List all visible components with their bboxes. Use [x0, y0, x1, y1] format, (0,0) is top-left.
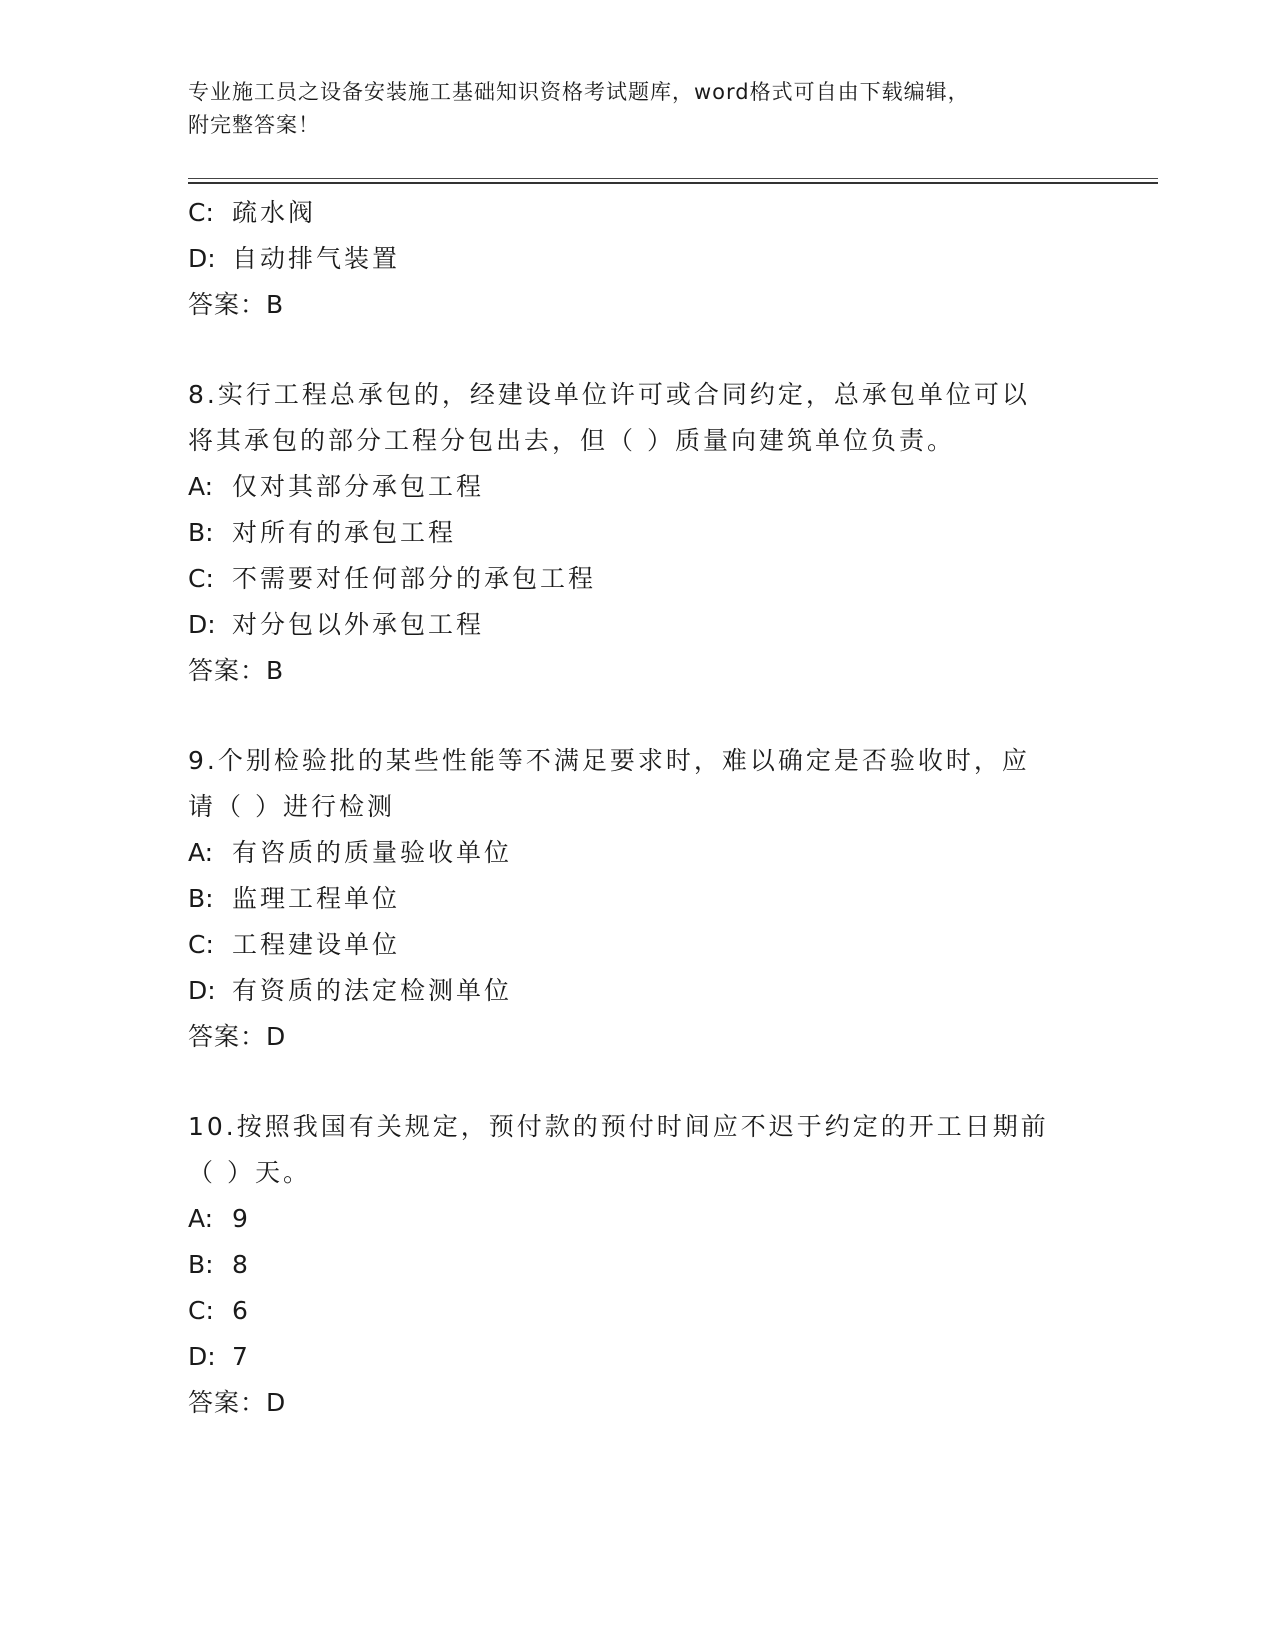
answer-label: 答案：D: [188, 1022, 287, 1051]
question-10: [188, 1104, 1088, 1426]
option-letter: A:: [188, 472, 214, 501]
option-text: 自动排气装置: [232, 244, 401, 273]
option-a: [188, 830, 1088, 876]
question-stem-line-1: 10.按照我国有关规定，预付款的预付时间应不迟于约定的开工日期前: [188, 1112, 1049, 1141]
option-letter: A:: [188, 838, 214, 867]
option-letter: C:: [188, 930, 214, 959]
option-text: 工程建设单位: [232, 930, 401, 959]
question-9: [188, 738, 1088, 1060]
option-letter: C:: [188, 198, 214, 227]
option-b: [188, 1242, 1088, 1288]
answer-label: 答案：B: [188, 656, 285, 685]
answer-label: 答案：D: [188, 1388, 287, 1417]
option-text: 对分包以外承包工程: [232, 610, 485, 639]
header-divider-thin: [188, 178, 1158, 179]
option-c: [188, 1288, 1088, 1334]
header-line-2: 附完整答案！: [188, 113, 320, 137]
option-text: 仅对其部分承包工程: [232, 472, 485, 501]
option-letter: D:: [188, 976, 216, 1005]
option-text: 8: [232, 1250, 251, 1279]
option-letter: C:: [188, 1296, 214, 1325]
option-d: [188, 1334, 1088, 1380]
question-8: [188, 372, 1088, 694]
option-text: 6: [232, 1296, 251, 1325]
option-d: [188, 236, 1088, 282]
option-d: [188, 968, 1088, 1014]
option-text: 有资质的法定检测单位: [232, 976, 513, 1005]
option-letter: D:: [188, 610, 216, 639]
question-stem-line-2: 请（ ）进行检测: [188, 792, 395, 821]
option-text: 对所有的承包工程: [232, 518, 457, 547]
option-d: [188, 602, 1088, 648]
option-letter: C:: [188, 564, 214, 593]
question-stem-line-1: 9.个别检验批的某些性能等不满足要求时，难以确定是否验收时，应: [188, 746, 1030, 775]
option-text: 9: [232, 1204, 251, 1233]
question-stem-line-2: （ ）天。: [188, 1158, 311, 1187]
option-text: 不需要对任何部分的承包工程: [232, 564, 597, 593]
option-b: [188, 876, 1088, 922]
option-c: [188, 190, 1088, 236]
option-text: 有咨质的质量验收单位: [232, 838, 513, 867]
document-header: [188, 76, 1088, 142]
option-letter: B:: [188, 518, 214, 547]
question-list: [188, 190, 1088, 1426]
option-text: 7: [232, 1342, 251, 1371]
option-a: [188, 464, 1088, 510]
option-text: 监理工程单位: [232, 884, 401, 913]
option-text: 疏水阀: [232, 198, 317, 227]
option-c: [188, 556, 1088, 602]
option-a: [188, 1196, 1088, 1242]
option-letter: B:: [188, 884, 214, 913]
option-letter: D:: [188, 1342, 216, 1371]
header-divider-thick: [188, 182, 1158, 184]
option-letter: B:: [188, 1250, 214, 1279]
option-letter: A:: [188, 1204, 214, 1233]
question-7-continuation: [188, 190, 1088, 328]
answer-label: 答案：B: [188, 290, 285, 319]
option-letter: D:: [188, 244, 216, 273]
option-c: [188, 922, 1088, 968]
question-stem-line-2: 将其承包的部分工程分包出去，但（ ）质量向建筑单位负责。: [188, 426, 955, 455]
question-stem-line-1: 8.实行工程总承包的，经建设单位许可或合同约定，总承包单位可以: [188, 380, 1030, 409]
option-b: [188, 510, 1088, 556]
header-line-1: 专业施工员之设备安装施工基础知识资格考试题库，word格式可自由下载编辑，: [188, 80, 970, 104]
